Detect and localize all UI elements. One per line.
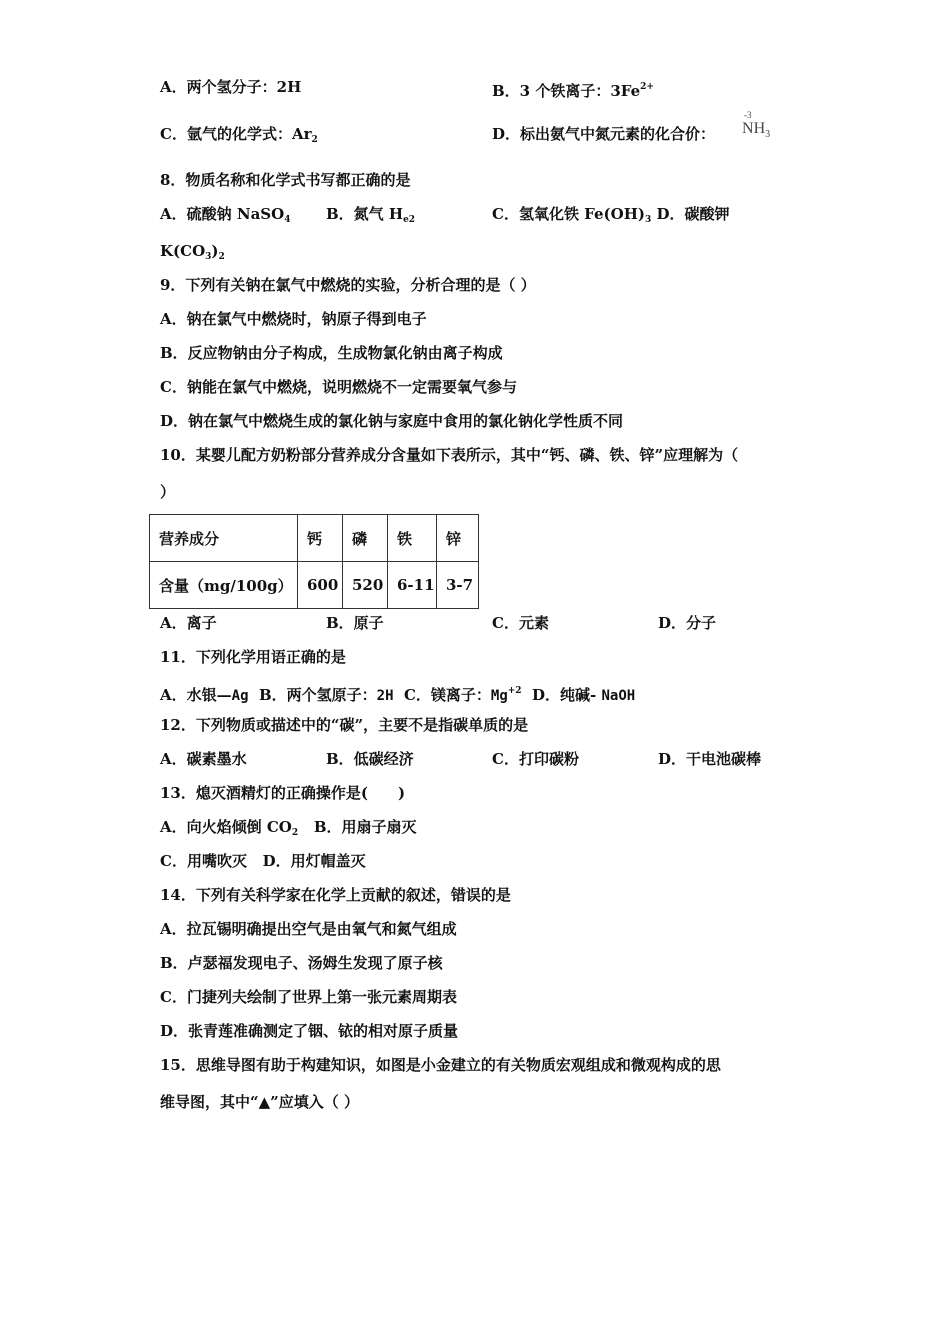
q8-d-b: ) (211, 242, 219, 260)
table-cell: 营养成分 (150, 515, 298, 562)
table-cell: 钙 (298, 515, 343, 562)
q13-option-d: D．用灯帽盖灭 (262, 852, 366, 870)
q13-options-ab (160, 817, 417, 843)
table-cell: 600 (298, 562, 343, 609)
table-cell: 3-7 (437, 562, 479, 609)
q7-option-b-sup: 2+ (640, 82, 654, 92)
q8-option-b-text: B．氮气 H (326, 205, 404, 223)
q12-option-b: B．低碳经济 (326, 750, 414, 768)
q9-option-b: B．反应物钠由分子构成，生成物氯化钠由离子构成 (160, 344, 503, 362)
table-row (150, 562, 479, 609)
nh3-sub: 3 (765, 129, 771, 140)
q9-option-c: C．钠能在氯气中燃烧，说明燃烧不一定需要氧气参与 (160, 378, 517, 396)
q13-option-b: B．用扇子扇灭 (313, 818, 417, 836)
table-cell: 520 (343, 562, 388, 609)
q8-option-b-sub: e2 (403, 215, 416, 225)
q11-c-label: C．镁离子： (403, 686, 491, 704)
q12-option-c: C．打印碳粉 (492, 750, 579, 768)
q14-stem: 14．下列有关科学家在化学上贡献的叙述，错误的是 (160, 886, 511, 904)
q10-stem-cont: ） (160, 483, 176, 501)
q8-option-b (326, 204, 415, 230)
q7-option-c (160, 124, 318, 150)
q11-d-label: D．纯碱- (532, 686, 597, 704)
nh3-n: N (742, 120, 754, 137)
q7-option-d: D．标出氨气中氮元素的化合价： (492, 125, 716, 143)
q9-stem: 9．下列有关钠在氯气中燃烧的实验，分析合理的是（ ） (160, 276, 536, 294)
q7-option-a: A．两个氢分子：2H (160, 78, 302, 96)
table-cell: 铁 (388, 515, 437, 562)
q14-option-d: D．张青莲准确测定了铟、铱的相对原子质量 (160, 1022, 459, 1040)
q10-option-b: B．原子 (326, 614, 384, 632)
q11-b-label: B．两个氢原子： (258, 686, 377, 704)
q13-option-a-sub: 2 (291, 828, 299, 838)
q14-option-a: A．拉瓦锡明确提出空气是由氧气和氮气组成 (160, 920, 457, 938)
q11-d-formula: NaOH (601, 688, 636, 704)
nh3-formula (742, 110, 771, 140)
table-cell: 磷 (343, 515, 388, 562)
q12-option-d: D．干电池碳棒 (658, 750, 762, 768)
q11-stem: 11．下列化学用语正确的是 (160, 648, 346, 666)
table-cell: 6-11 (388, 562, 437, 609)
q8-option-a (160, 204, 290, 230)
q8-d-sub1: 3 (205, 252, 212, 262)
q9-option-a: A．钠在氯气中燃烧时，钠原子得到电子 (160, 310, 427, 328)
q10-option-a: A．离子 (160, 614, 217, 632)
q8-d-a: K(CO (160, 242, 206, 260)
q10-option-c: C．元素 (492, 614, 549, 632)
q11-a-formula: Ag (231, 688, 249, 704)
q14-option-c: C．门捷列夫绘制了世界上第一张元素周期表 (160, 988, 457, 1006)
table-cell: 含量（mg/100g） (150, 562, 298, 609)
q7-option-b-text: B．3 个铁离子：3Fe (492, 82, 641, 100)
q11-c-formula: Mg (490, 688, 508, 704)
q9-option-d: D．钠在氯气中燃烧生成的氯化钠与家庭中食用的氯化钠化学性质不同 (160, 412, 624, 430)
q8-option-a-sub: 4 (284, 215, 291, 225)
q8-option-a-text: A．硫酸钠 NaSO (160, 205, 285, 223)
q8-option-c (492, 204, 729, 230)
q12-stem: 12．下列物质或描述中的“碳”，主要不是指碳单质的是 (160, 716, 529, 734)
q8-d-sub2: 2 (218, 252, 225, 262)
q13-option-c: C．用嘴吹灭 (160, 852, 247, 870)
q8-option-c-sub: 3 (644, 215, 652, 225)
nh3-h: H (753, 120, 766, 137)
nh3-valence: -3 (744, 110, 752, 120)
q10-stem: 10．某婴儿配方奶粉部分营养成分含量如下表所示，其中“钙、磷、铁、锌”应理解为（ (160, 446, 739, 464)
q11-a-label: A．水银— (160, 686, 232, 704)
q10-option-d: D．分子 (658, 614, 717, 632)
q7-option-c-sub: 2 (311, 135, 318, 145)
q13-stem: 13．熄灭酒精灯的正确操作是( ) (160, 784, 406, 802)
q8-option-d-text: D．碳酸钾 (651, 205, 730, 223)
q8-stem: 8．物质名称和化学式书写都正确的是 (160, 171, 411, 189)
q11-options (160, 681, 635, 706)
q13-options-cd (160, 851, 366, 871)
q15-stem-cont: 维导图，其中“▲”应填入（ ） (160, 1093, 360, 1111)
q15-stem: 15．思维导图有助于构建知识，如图是小金建立的有关物质宏观组成和微观构成的思 (160, 1056, 721, 1074)
q8-option-d-cont (160, 241, 225, 267)
q12-option-a: A．碳素墨水 (160, 750, 247, 768)
table-header-row (150, 515, 479, 562)
q11-b-formula: 2H (376, 688, 394, 704)
q14-option-b: B．卢瑟福发现电子、汤姆生发现了原子核 (160, 954, 443, 972)
nutrition-table (149, 514, 479, 609)
q11-c-sup: +2 (507, 686, 522, 696)
q7-option-b (492, 77, 654, 101)
q8-option-c-text: C．氢氧化铁 Fe(OH) (492, 205, 645, 223)
q7-option-c-text: C．氩气的化学式：Ar (160, 125, 312, 143)
table-cell: 锌 (437, 515, 479, 562)
q13-option-a: A．向火焰倾倒 CO (160, 818, 292, 836)
